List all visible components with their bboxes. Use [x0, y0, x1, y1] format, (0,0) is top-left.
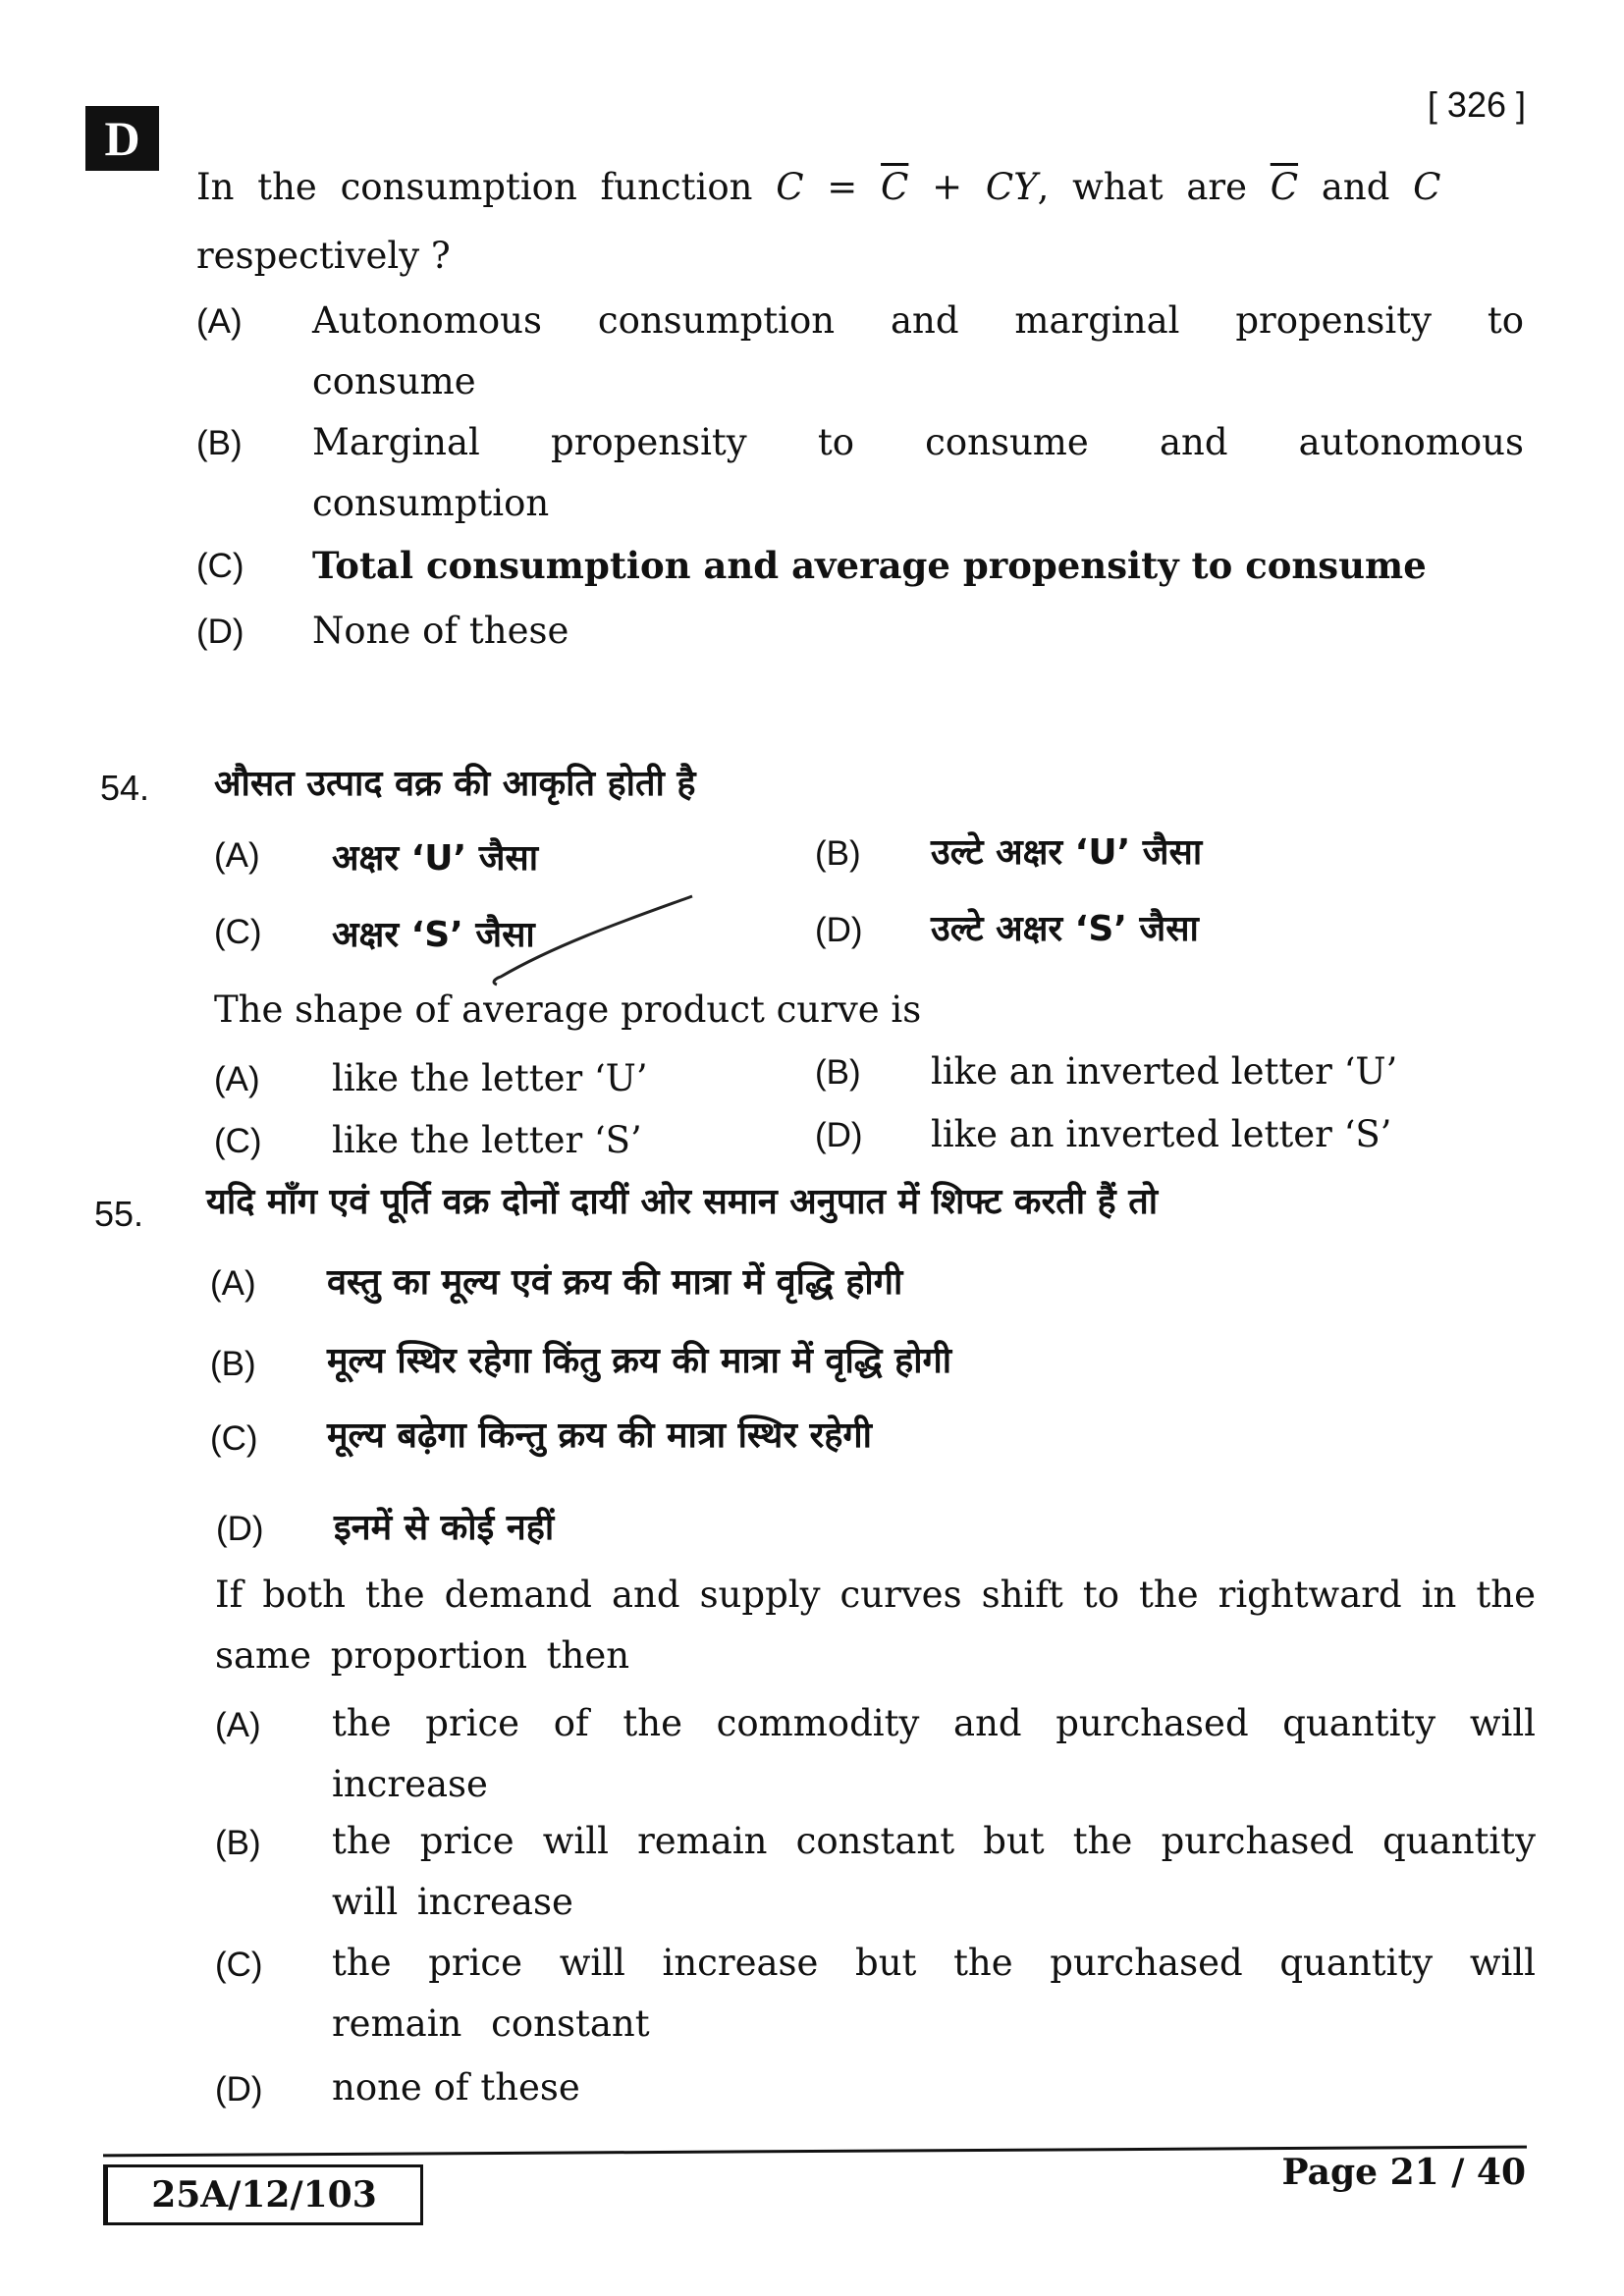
handwritten-tick-mark	[481, 888, 707, 987]
q55-e-c-label: (C)	[215, 1946, 263, 1984]
q53-stem-end: respectively ?	[196, 235, 451, 277]
q55-h-a: वस्तु का मूल्य एवं क्रय की मात्रा में वृद्धि होगी	[327, 1262, 903, 1303]
q55-e-d: none of these	[332, 2066, 580, 2109]
q54-number: 54.	[100, 768, 150, 808]
page-number: Page 21 / 40	[1281, 2152, 1526, 2193]
q55-h-d-label: (D)	[216, 1510, 264, 1548]
q54-e-d-label: (D)	[815, 1116, 863, 1154]
q53-and: and	[1321, 166, 1390, 208]
q53-option-a: Autonomous consumption and marginal propensity to consume	[312, 299, 1524, 402]
q54-hindi-stem: औसत उत्पाद वक्र की आकृति होती है	[214, 764, 696, 804]
q54-h-b-label: (B)	[815, 834, 861, 873]
q55-e-a: the price of the commodity and purchased quantity will increase	[332, 1702, 1536, 1805]
var-cbar: $\overline{C}$	[1270, 166, 1299, 208]
q55-english-stem: If both the demand and supply curves shift to the rightward in the same proportion then	[215, 1574, 1536, 1677]
q53-option-d-label: (D)	[196, 613, 244, 651]
q53-stem-text: In the consumption function	[196, 166, 753, 208]
q53-option-b-label: (B)	[196, 424, 243, 462]
q54-e-a-label: (A)	[214, 1060, 260, 1098]
q54-h-c: अक्षर ‘S’ जैसा	[332, 915, 535, 955]
q54-h-d: उल्टे अक्षर ‘S’ जैसा	[931, 909, 1199, 949]
q53-stem	[196, 157, 1524, 218]
q54-e-b-label: (B)	[815, 1053, 861, 1092]
set-code-badge: D	[85, 106, 159, 171]
q55-h-c-label: (C)	[210, 1419, 258, 1458]
paper-code: 25A/12/103	[103, 2164, 423, 2225]
q53-option-c-label: (C)	[196, 547, 244, 585]
q54-e-c-label: (C)	[214, 1122, 262, 1160]
var-c: C	[1413, 166, 1441, 208]
q53-stem-mid: , what are	[1037, 166, 1247, 208]
q54-e-d: like an inverted letter ‘S’	[931, 1113, 1392, 1155]
q55-h-b: मूल्य स्थिर रहेगा किंतु क्रय की मात्रा में वृद्धि होगी	[327, 1341, 952, 1381]
q54-english-stem: The shape of average product curve is	[214, 988, 922, 1031]
q55-h-c: मूल्य बढ़ेगा किन्तु क्रय की मात्रा स्थिर रहेगी	[327, 1415, 872, 1456]
q53-option-a-label: (A)	[196, 302, 243, 341]
q54-h-a: अक्षर ‘U’ जैसा	[332, 838, 539, 879]
q53-option-b: Marginal propensity to consume and autonomous consumption	[312, 421, 1524, 524]
q55-e-a-label: (A)	[215, 1706, 261, 1744]
q55-e-d-label: (D)	[215, 2070, 263, 2109]
q54-e-c: like the letter ‘S’	[332, 1119, 642, 1161]
q54-e-b: like an inverted letter ‘U’	[931, 1050, 1398, 1093]
equation: $C = \overline{C}$ + CY	[776, 166, 1038, 208]
q55-e-c: the price will increase but the purchased quantity will remain constant	[332, 1942, 1536, 2045]
q55-h-d: इनमें से कोई नहीं	[334, 1508, 555, 1548]
q53-option-c: Total consumption and average propensity to consume	[312, 544, 1427, 587]
q55-h-b-label: (B)	[210, 1345, 256, 1383]
q55-hindi-stem: यदि माँग एवं पूर्ति वक्र दोनों दायीं ओर समान अनुपात में शिफ्ट करती हैं तो	[206, 1182, 1159, 1222]
q54-h-a-label: (A)	[214, 836, 260, 875]
page-reference: [ 326 ]	[1427, 84, 1526, 125]
q55-number: 55.	[94, 1194, 144, 1234]
q54-h-d-label: (D)	[815, 911, 863, 949]
q55-e-b: the price will remain constant but the purchased quantity will increase	[332, 1820, 1536, 1923]
q55-e-b-label: (B)	[215, 1824, 261, 1862]
q53-option-d: None of these	[312, 610, 569, 652]
q54-e-a: like the letter ‘U’	[332, 1057, 648, 1099]
q54-h-b: उल्टे अक्षर ‘U’ जैसा	[931, 832, 1203, 873]
q55-h-a-label: (A)	[210, 1264, 256, 1303]
q54-h-c-label: (C)	[214, 913, 262, 951]
